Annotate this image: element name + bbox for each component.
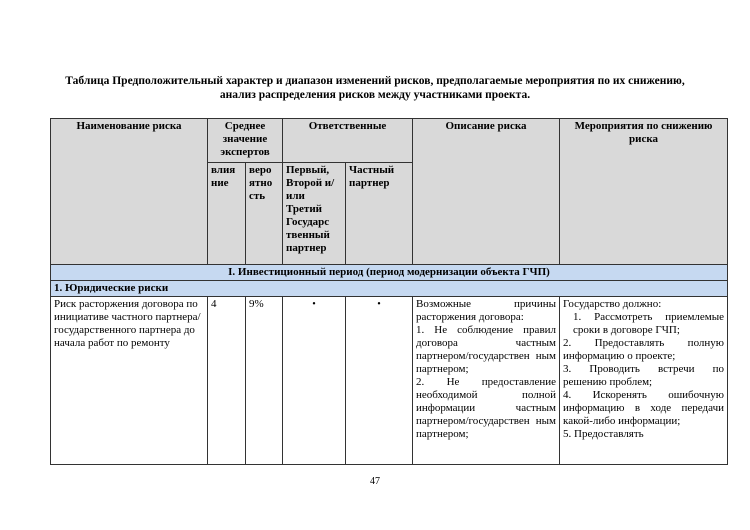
measures-intro: Государство должно: <box>563 298 662 310</box>
bullet-icon: • <box>377 299 381 310</box>
bullet-icon: • <box>312 299 316 310</box>
measures-item: 1. Рассмотреть приемлемые сроки в договоре ГЧП; <box>573 311 725 336</box>
first-partner-mark <box>283 297 346 465</box>
header-first-second-partner: Первый, Второй и/или Третий Государс твенный партнер <box>283 163 346 265</box>
private-partner-mark <box>346 297 413 465</box>
measures-cell <box>560 297 728 465</box>
header-responsible: Ответственные <box>283 119 413 163</box>
measures-item: 3. Проводить встречи по решению проблем; <box>563 363 725 388</box>
table-row <box>51 297 728 465</box>
period-title: I. Инвестиционный период (период модернизации объекта ГЧП) <box>51 265 728 281</box>
header-influence: влия ние <box>208 163 246 265</box>
header-private-partner: Частный партнер <box>346 163 413 265</box>
risk-name-cell: Риск расторжения договора по инициативе частного партнера/ государственного партнера до начала работ по ремонту <box>51 297 208 465</box>
measures-item: 4. Искоренять ошибочную информацию в ходе передачи какой-либо информации; <box>563 389 725 427</box>
probability-cell: 9% <box>246 297 283 465</box>
description-intro: Возможные причины расторжения договора: <box>416 298 557 323</box>
description-item: 1. Не соблюдение правил договора частным партнером/государствен ным партнером; <box>416 324 557 375</box>
section-title: 1. Юридические риски <box>51 281 728 297</box>
table-caption: Таблица Предположительный характер и диапазон изменений рисков, предполагаемые мероприятия по их снижению, анализ распределения рисков между участниками проекта. <box>65 75 685 101</box>
measures-item: 2. Предоставлять полную информацию о проекте; <box>563 337 725 362</box>
header-probability: веро ятно сть <box>246 163 283 265</box>
measures-item: 5. Предоставлять <box>563 428 644 440</box>
description-cell <box>413 297 560 465</box>
header-average: Среднее значение экспертов <box>208 119 283 163</box>
description-item: 2. Не предоставление необходимой полной информации частным партнером/государствен ным партнером; <box>416 376 557 440</box>
risk-table <box>50 118 728 465</box>
page-number: 47 <box>370 476 380 487</box>
header-description: Описание риска <box>413 119 560 265</box>
influence-cell: 4 <box>208 297 246 465</box>
header-measures: Мероприятия по снижению риска <box>560 119 728 265</box>
header-risk-name: Наименование риска <box>51 119 208 265</box>
